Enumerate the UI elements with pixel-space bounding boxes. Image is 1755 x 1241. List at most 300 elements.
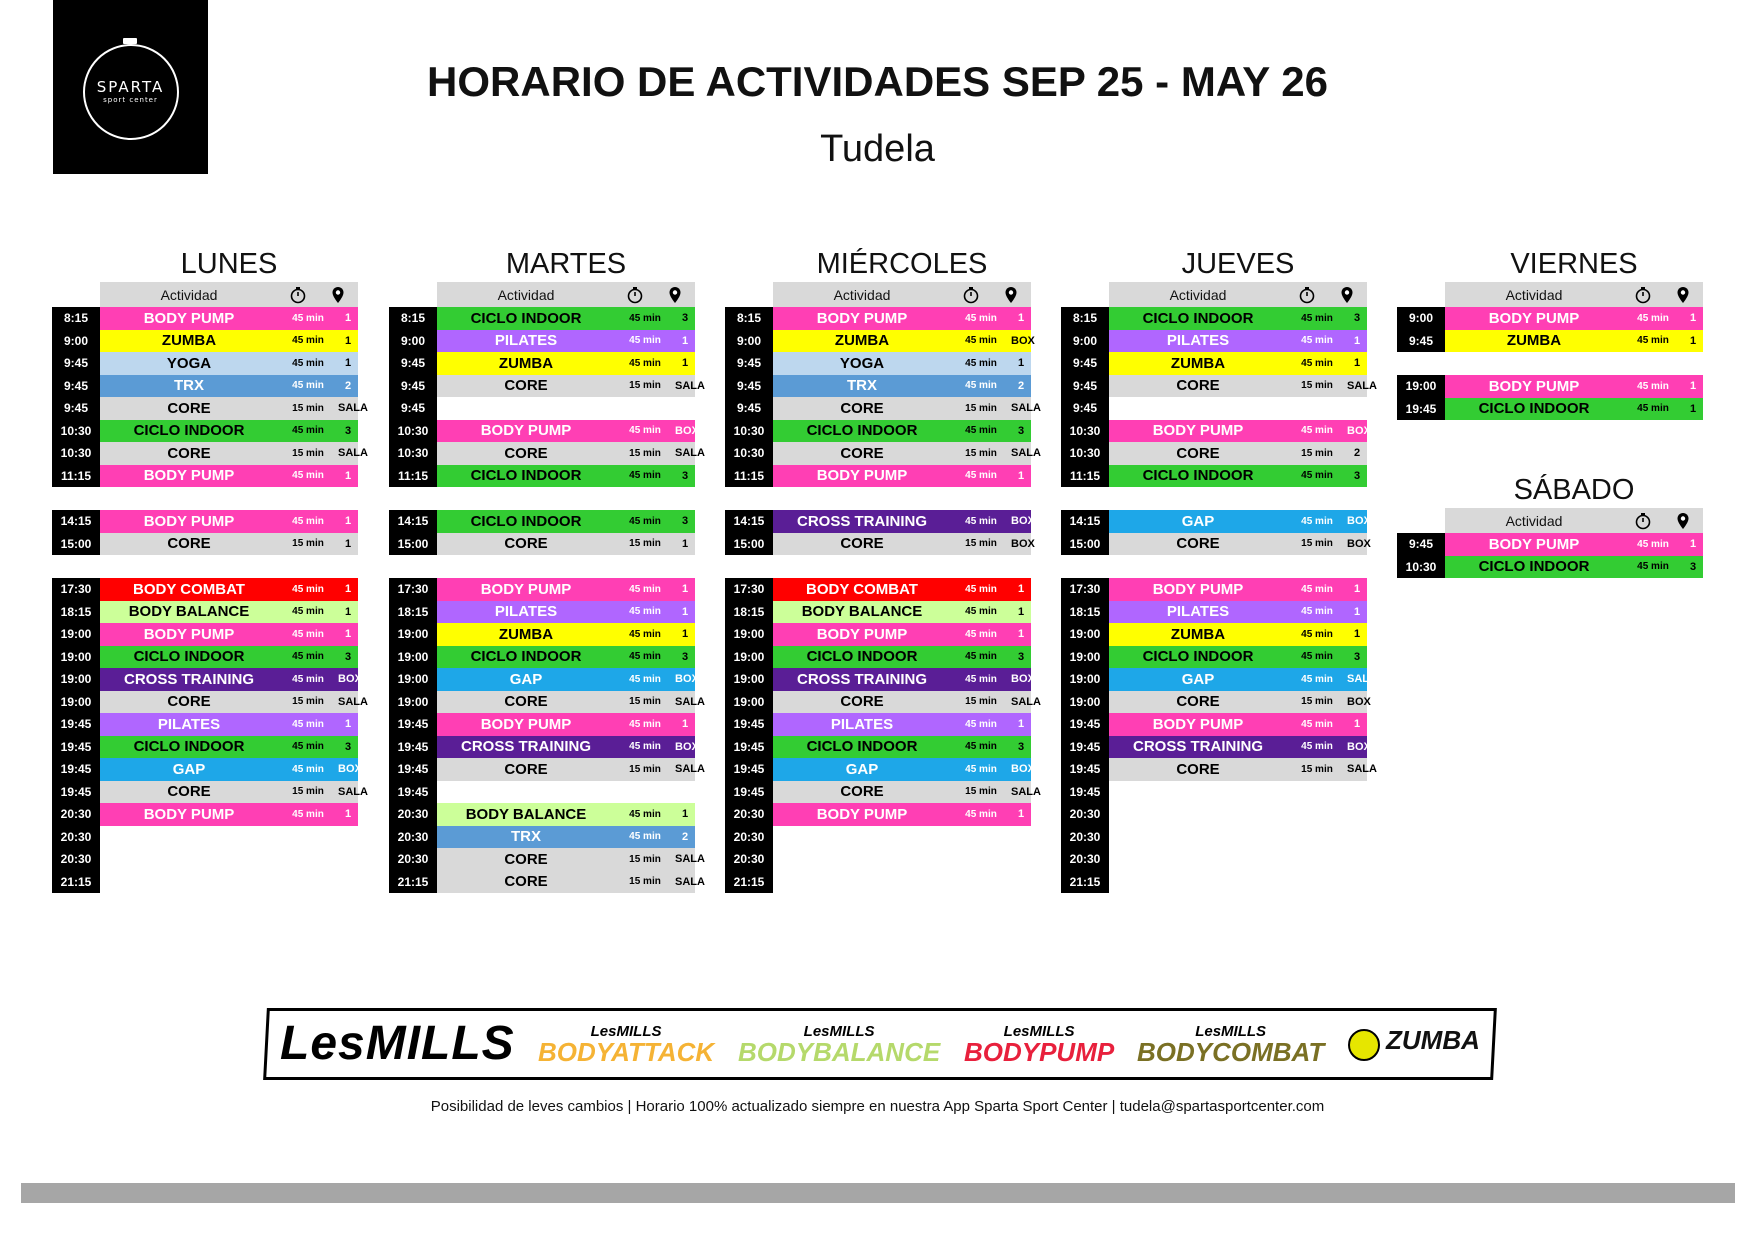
class-duration: 45 min: [1637, 335, 1669, 347]
class-room: 3: [1689, 560, 1697, 573]
class-duration: 45 min: [629, 831, 661, 843]
class-row: [1061, 646, 1367, 669]
class-time: 9:45: [1061, 375, 1109, 398]
class-time: 19:45: [725, 736, 773, 759]
class-cell: [100, 307, 358, 330]
class-time: 19:00: [725, 623, 773, 646]
class-activity: ZUMBA: [1170, 625, 1226, 643]
class-room: 1: [344, 605, 352, 618]
class-time: 17:30: [1061, 578, 1109, 601]
block-gap: [1061, 555, 1367, 578]
class-room: 1: [1689, 402, 1697, 415]
class-duration: 15 min: [292, 538, 324, 550]
class-room: SALA: [675, 875, 705, 888]
class-room: 1: [1689, 538, 1697, 551]
class-cell: [773, 826, 1031, 849]
class-row: [52, 803, 358, 826]
map-pin-icon: [1663, 286, 1703, 304]
class-time: 19:00: [1397, 375, 1445, 398]
class-cell: [100, 758, 362, 781]
class-activity: GAP: [845, 760, 879, 778]
class-row: [1061, 848, 1367, 871]
class-room: 1: [681, 628, 689, 641]
class-cell: [773, 871, 1031, 894]
class-time: 20:30: [52, 848, 100, 871]
class-time: 8:15: [389, 307, 437, 330]
class-activity: PILATES: [830, 715, 894, 733]
class-cell: [1109, 871, 1367, 894]
class-cell: [1109, 352, 1367, 375]
class-row: [52, 601, 358, 624]
class-cell: [100, 352, 358, 375]
class-time: 17:30: [52, 578, 100, 601]
class-row: [389, 352, 695, 375]
block-gap: [725, 555, 1031, 578]
class-room: BOX: [1347, 424, 1371, 437]
class-cell: [773, 668, 1035, 691]
class-time: 21:15: [389, 871, 437, 894]
class-row: [725, 375, 1031, 398]
class-duration: 45 min: [965, 470, 997, 482]
block-gap: [389, 555, 695, 578]
class-duration: 45 min: [629, 425, 661, 437]
class-row: [1397, 375, 1703, 398]
class-activity: CORE: [840, 693, 884, 711]
class-activity: CICLO INDOOR: [133, 648, 245, 666]
brand-logo: [738, 1024, 940, 1065]
class-room: 1: [681, 718, 689, 731]
class-row: [1397, 398, 1703, 421]
class-activity: PILATES: [494, 332, 558, 350]
class-cell: [437, 871, 705, 894]
class-room: SALA: [675, 379, 705, 392]
class-cell: [773, 601, 1031, 624]
day-name: LUNES: [180, 248, 278, 280]
block-gap: [725, 487, 1031, 510]
class-cell: [1109, 668, 1377, 691]
class-time: 19:45: [725, 781, 773, 804]
class-row: [52, 465, 358, 488]
class-duration: 45 min: [1637, 561, 1669, 573]
class-duration: 45 min: [292, 515, 324, 527]
class-time: 19:00: [1061, 668, 1109, 691]
class-time: 10:30: [725, 442, 773, 465]
class-duration: 45 min: [1637, 403, 1669, 415]
class-room: 1: [344, 357, 352, 370]
class-activity: BODY PUMP: [816, 805, 908, 823]
class-time: 14:15: [389, 510, 437, 533]
class-duration: 45 min: [629, 651, 661, 663]
class-cell: [773, 736, 1031, 759]
class-cell: [1445, 375, 1703, 398]
class-row: [52, 375, 358, 398]
class-time: 9:45: [389, 352, 437, 375]
page-title: HORARIO DE ACTIVIDADES SEP 25 - MAY 26: [427, 58, 1328, 105]
page-subtitle: Tudela: [820, 128, 935, 170]
class-cell: [100, 420, 358, 443]
class-cell: [100, 848, 358, 871]
class-room: SALA: [338, 447, 368, 460]
day-name: VIERNES: [1510, 248, 1638, 280]
class-room: 1: [1353, 357, 1361, 370]
class-room: BOX: [1347, 695, 1371, 708]
class-cell: [1109, 781, 1367, 804]
brand-top: LesMILLS: [803, 1022, 875, 1040]
class-duration: 15 min: [629, 447, 661, 459]
class-room: 3: [344, 424, 352, 437]
class-cell: [773, 691, 1041, 714]
class-time: 8:15: [725, 307, 773, 330]
class-duration: 45 min: [1637, 538, 1669, 550]
class-row: [1061, 736, 1371, 759]
class-duration: 45 min: [965, 425, 997, 437]
class-time: 19:45: [725, 713, 773, 736]
class-time: 19:00: [725, 691, 773, 714]
class-activity: CICLO INDOOR: [806, 648, 918, 666]
class-time: 17:30: [725, 578, 773, 601]
class-row: [1061, 713, 1367, 736]
brand-name: BODYPUMP: [963, 1036, 1114, 1067]
class-activity: CROSS TRAINING: [796, 512, 927, 530]
class-row: [1061, 623, 1367, 646]
class-time: 20:30: [725, 803, 773, 826]
class-room: 3: [681, 469, 689, 482]
class-row: [52, 826, 358, 849]
class-row: [52, 646, 358, 669]
class-duration: 15 min: [1301, 447, 1333, 459]
class-cell: [773, 713, 1031, 736]
class-activity: CICLO INDOOR: [1478, 400, 1590, 418]
class-cell: [437, 307, 695, 330]
class-cell: [100, 646, 358, 669]
class-cell: [1109, 397, 1367, 420]
class-row: [389, 736, 699, 759]
class-activity: CICLO INDOOR: [1142, 309, 1254, 327]
class-room: 3: [1017, 740, 1025, 753]
class-time: 9:00: [725, 330, 773, 353]
class-time: 9:00: [1061, 330, 1109, 353]
class-cell: [1109, 375, 1377, 398]
class-time: 21:15: [725, 871, 773, 894]
class-row: [52, 781, 368, 804]
day-lunes: [52, 246, 368, 893]
class-row: [52, 736, 358, 759]
class-cell: [437, 465, 695, 488]
class-row: [389, 601, 695, 624]
class-duration: 45 min: [965, 651, 997, 663]
class-cell: [773, 420, 1031, 443]
class-row: [725, 442, 1041, 465]
class-room: 1: [1353, 718, 1361, 731]
class-duration: 45 min: [965, 312, 997, 324]
class-time: 9:45: [389, 397, 437, 420]
brand-logo: [1137, 1024, 1324, 1065]
class-duration: 45 min: [292, 718, 324, 730]
class-row: [725, 646, 1031, 669]
class-row: [1061, 578, 1367, 601]
day-martes: [389, 246, 705, 893]
class-row: [389, 623, 695, 646]
activity-header: Actividad: [497, 286, 555, 303]
class-time: 19:45: [52, 736, 100, 759]
class-cell: [1109, 307, 1367, 330]
class-cell: [1109, 420, 1371, 443]
class-cell: [1109, 442, 1367, 465]
class-row: [1061, 781, 1367, 804]
class-time: 19:00: [389, 623, 437, 646]
class-cell: [773, 510, 1035, 533]
class-room: 1: [344, 515, 352, 528]
class-duration: 45 min: [292, 312, 324, 324]
class-activity: BODY PUMP: [143, 309, 235, 327]
class-row: [1061, 352, 1367, 375]
class-duration: 15 min: [965, 696, 997, 708]
class-activity: BODY PUMP: [1152, 422, 1244, 440]
brand-logo: [964, 1024, 1114, 1065]
class-time: 14:15: [52, 510, 100, 533]
class-activity: CROSS TRAINING: [123, 670, 254, 688]
class-time: 19:00: [725, 668, 773, 691]
class-activity: BODY PUMP: [1488, 377, 1580, 395]
class-room: 1: [1689, 312, 1697, 325]
class-cell: [1109, 803, 1367, 826]
class-cell: [773, 578, 1031, 601]
class-cell: [1445, 330, 1703, 353]
stopwatch-icon: [278, 286, 318, 304]
class-time: 14:15: [725, 510, 773, 533]
class-room: 1: [1017, 469, 1025, 482]
class-row: [1061, 803, 1367, 826]
map-pin-icon: [1663, 512, 1703, 530]
class-cell: [773, 533, 1035, 556]
activity-header: Actividad: [1169, 286, 1227, 303]
class-time: 19:45: [1061, 713, 1109, 736]
class-time: 21:15: [1061, 871, 1109, 894]
class-cell: [437, 510, 695, 533]
class-row: [725, 691, 1041, 714]
class-room: 1: [1353, 628, 1361, 641]
class-duration: 45 min: [292, 425, 324, 437]
class-activity: ZUMBA: [1506, 332, 1562, 350]
day-name: JUEVES: [1181, 248, 1295, 280]
class-time: 19:45: [725, 758, 773, 781]
class-room: 1: [681, 334, 689, 347]
class-row: [52, 713, 358, 736]
class-cell: [437, 442, 705, 465]
class-cell: [1109, 826, 1367, 849]
class-row: [389, 668, 699, 691]
class-activity: CROSS TRAINING: [1132, 738, 1263, 756]
class-row: [1061, 330, 1367, 353]
class-activity: GAP: [172, 760, 206, 778]
class-activity: CICLO INDOOR: [806, 422, 918, 440]
class-row: [1061, 465, 1367, 488]
class-cell: [100, 375, 358, 398]
class-room: SALA: [675, 447, 705, 460]
class-cell: [437, 578, 695, 601]
class-row: [725, 307, 1031, 330]
class-time: 15:00: [1061, 533, 1109, 556]
class-row: [52, 420, 358, 443]
class-duration: 15 min: [965, 402, 997, 414]
class-cell: [437, 803, 695, 826]
class-room: 1: [344, 628, 352, 641]
class-room: SALA: [338, 785, 368, 798]
class-room: 1: [344, 583, 352, 596]
class-activity: CORE: [1176, 377, 1220, 395]
class-cell: [437, 623, 695, 646]
class-duration: 45 min: [1301, 312, 1333, 324]
class-activity: TRX: [511, 828, 541, 846]
class-row: [389, 713, 695, 736]
class-activity: CORE: [504, 535, 548, 553]
class-activity: CICLO INDOOR: [470, 648, 582, 666]
class-room: 1: [344, 808, 352, 821]
class-room: 1: [1689, 334, 1697, 347]
class-duration: 45 min: [292, 583, 324, 595]
class-row: [725, 397, 1041, 420]
class-activity: CICLO INDOOR: [133, 738, 245, 756]
class-row: [389, 307, 695, 330]
class-row: [52, 533, 358, 556]
class-row: [725, 578, 1031, 601]
class-room: SALA: [1011, 695, 1041, 708]
class-cell: [1109, 758, 1377, 781]
class-row: [389, 578, 695, 601]
class-time: 10:30: [389, 442, 437, 465]
class-room: 2: [681, 830, 689, 843]
class-time: 10:30: [1061, 442, 1109, 465]
class-row: [52, 510, 358, 533]
class-duration: 45 min: [965, 380, 997, 392]
class-time: 20:30: [52, 826, 100, 849]
day-miercoles: [725, 246, 1041, 893]
class-activity: GAP: [1181, 512, 1215, 530]
class-duration: 15 min: [1301, 380, 1333, 392]
block-gap: [52, 487, 358, 510]
class-duration: 45 min: [965, 763, 997, 775]
class-row: [725, 510, 1035, 533]
class-duration: 15 min: [965, 447, 997, 459]
class-activity: TRX: [174, 377, 204, 395]
class-room: 1: [1353, 583, 1361, 596]
class-cell: [773, 646, 1031, 669]
class-duration: 45 min: [629, 515, 661, 527]
class-activity: BODY PUMP: [816, 467, 908, 485]
class-activity: ZUMBA: [1170, 354, 1226, 372]
class-activity: CORE: [504, 377, 548, 395]
class-row: [389, 826, 695, 849]
class-cell: [773, 848, 1031, 871]
class-row: [1061, 826, 1367, 849]
class-duration: 45 min: [292, 673, 324, 685]
class-time: 19:00: [52, 691, 100, 714]
class-time: 18:15: [389, 601, 437, 624]
class-time: 19:45: [52, 758, 100, 781]
class-room: 3: [681, 312, 689, 325]
class-room: 3: [344, 650, 352, 663]
class-room: BOX: [1011, 673, 1035, 686]
class-duration: 45 min: [292, 606, 324, 618]
class-time: 9:45: [1397, 330, 1445, 353]
class-room: BOX: [338, 763, 362, 776]
class-room: 1: [1017, 357, 1025, 370]
class-row: [1061, 510, 1371, 533]
class-room: 3: [1017, 650, 1025, 663]
class-duration: 15 min: [965, 538, 997, 550]
class-row: [725, 352, 1031, 375]
class-duration: 45 min: [1301, 628, 1333, 640]
class-cell: [100, 713, 358, 736]
class-row: [725, 826, 1031, 849]
class-cell: [1109, 713, 1367, 736]
class-room: BOX: [1347, 740, 1371, 753]
brand-logo: [279, 1017, 515, 1070]
class-time: 19:00: [52, 668, 100, 691]
class-room: SALA: [1347, 379, 1377, 392]
class-cell: [773, 781, 1041, 804]
class-activity: GAP: [1181, 670, 1215, 688]
class-duration: 45 min: [1301, 357, 1333, 369]
class-activity: PILATES: [1166, 332, 1230, 350]
class-duration: 45 min: [1301, 583, 1333, 595]
class-cell: [100, 781, 368, 804]
class-activity: BODY PUMP: [816, 625, 908, 643]
class-activity: CICLO INDOOR: [133, 422, 245, 440]
class-time: 20:30: [1061, 848, 1109, 871]
class-room: 1: [1353, 605, 1361, 618]
class-cell: [437, 375, 705, 398]
class-row: [389, 871, 705, 894]
class-room: 3: [1353, 469, 1361, 482]
class-duration: 45 min: [1301, 335, 1333, 347]
class-time: 19:45: [1061, 736, 1109, 759]
class-time: 19:45: [1397, 398, 1445, 421]
class-cell: [437, 646, 695, 669]
class-row: [389, 803, 695, 826]
class-activity: CORE: [504, 444, 548, 462]
class-duration: 45 min: [1301, 651, 1333, 663]
class-cell: [437, 736, 699, 759]
class-activity: BODY PUMP: [143, 625, 235, 643]
class-time: 18:15: [725, 601, 773, 624]
stopwatch-icon: [1623, 286, 1663, 304]
class-duration: 15 min: [292, 447, 324, 459]
class-row: [1061, 691, 1371, 714]
class-time: 19:45: [389, 758, 437, 781]
class-cell: [100, 803, 358, 826]
class-activity: BODY PUMP: [143, 805, 235, 823]
class-cell: [773, 758, 1035, 781]
class-time: 20:30: [389, 848, 437, 871]
class-room: SALA: [338, 402, 368, 415]
class-time: 15:00: [52, 533, 100, 556]
class-row: [725, 848, 1031, 871]
class-activity: CICLO INDOOR: [1142, 467, 1254, 485]
class-time: 20:30: [725, 848, 773, 871]
class-row: [389, 848, 705, 871]
class-row: [52, 352, 358, 375]
class-room: 2: [1017, 379, 1025, 392]
class-activity: CICLO INDOOR: [1142, 648, 1254, 666]
logo-sub: sport center: [103, 96, 158, 104]
class-time: 19:00: [389, 691, 437, 714]
class-cell: [1445, 556, 1703, 579]
class-cell: [1109, 330, 1367, 353]
class-time: 10:30: [725, 420, 773, 443]
class-duration: 45 min: [1301, 718, 1333, 730]
class-row: [52, 397, 368, 420]
